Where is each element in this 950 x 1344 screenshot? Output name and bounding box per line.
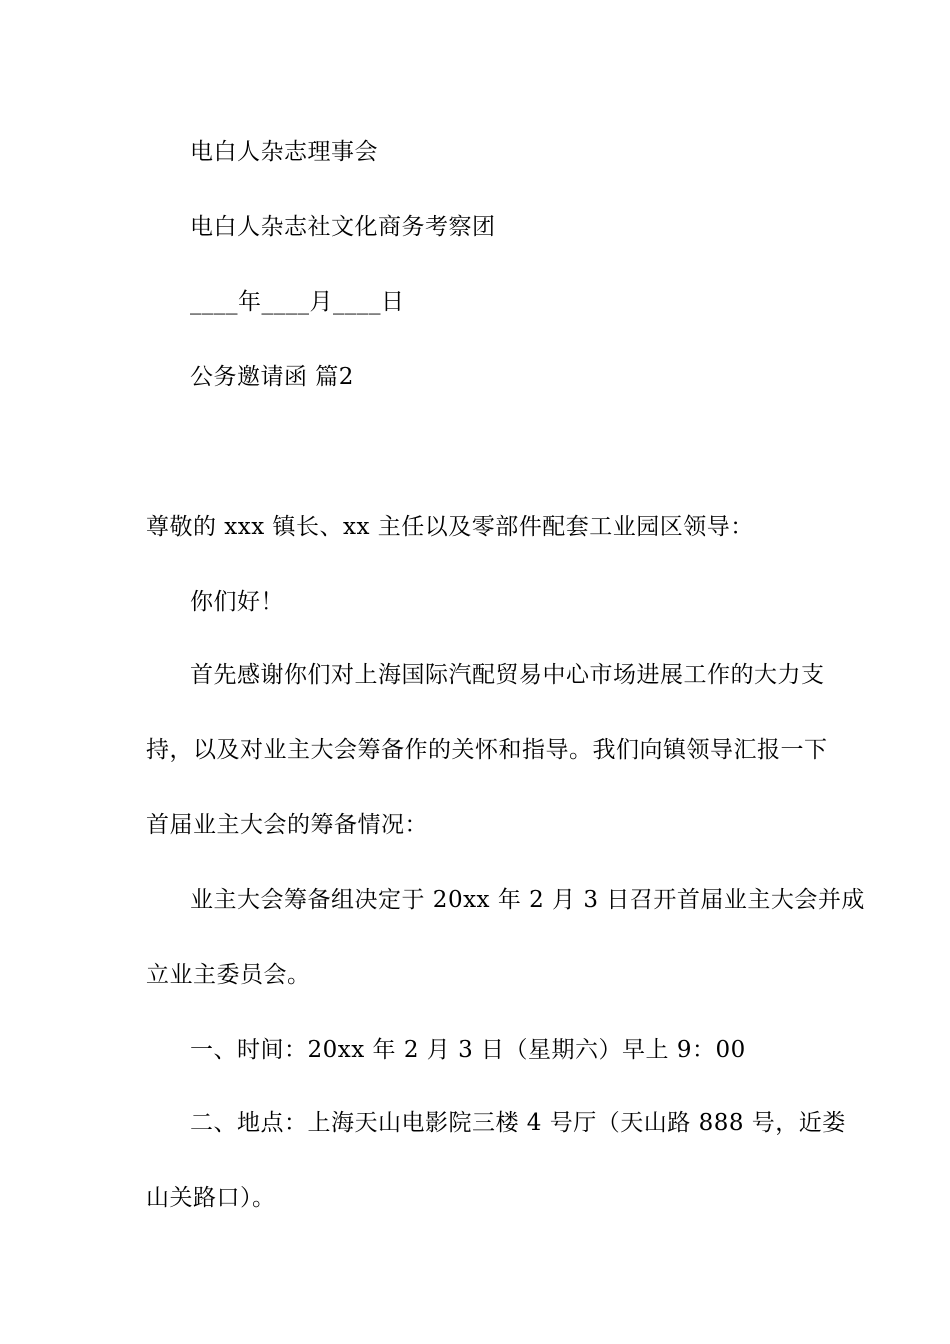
signature-date: ____年____月____日	[190, 289, 405, 315]
item-location-line-1: 二、地点：上海天山电影院三楼 4 号厅（天山路 888 号，近娄	[190, 1110, 846, 1136]
paragraph-2-line-2: 立业主委员会。	[146, 962, 311, 988]
greeting: 你们好！	[190, 589, 284, 615]
section-heading: 公务邀请函 篇2	[190, 364, 354, 390]
item-location-line-2: 山关路口）。	[146, 1185, 276, 1211]
paragraph-1-line-2: 持，以及对业主大会筹备作的关怀和指导。我们向镇领导汇报一下	[146, 737, 828, 763]
salutation: 尊敬的 xxx 镇长、xx 主任以及零部件配套工业园区领导：	[146, 514, 754, 540]
item-time: 一、时间：20xx 年 2 月 3 日（星期六）早上 9：00	[190, 1037, 746, 1063]
paragraph-2-line-1: 业主大会筹备组决定于 20xx 年 2 月 3 日召开首届业主大会并成	[190, 887, 865, 913]
signature-org-1: 电白人杂志理事会	[190, 139, 378, 165]
paragraph-1-line-1: 首先感谢你们对上海国际汽配贸易中心市场进展工作的大力支	[190, 662, 825, 688]
signature-org-2: 电白人杂志社文化商务考察团	[190, 214, 496, 240]
paragraph-1-line-3: 首届业主大会的筹备情况：	[146, 812, 428, 838]
